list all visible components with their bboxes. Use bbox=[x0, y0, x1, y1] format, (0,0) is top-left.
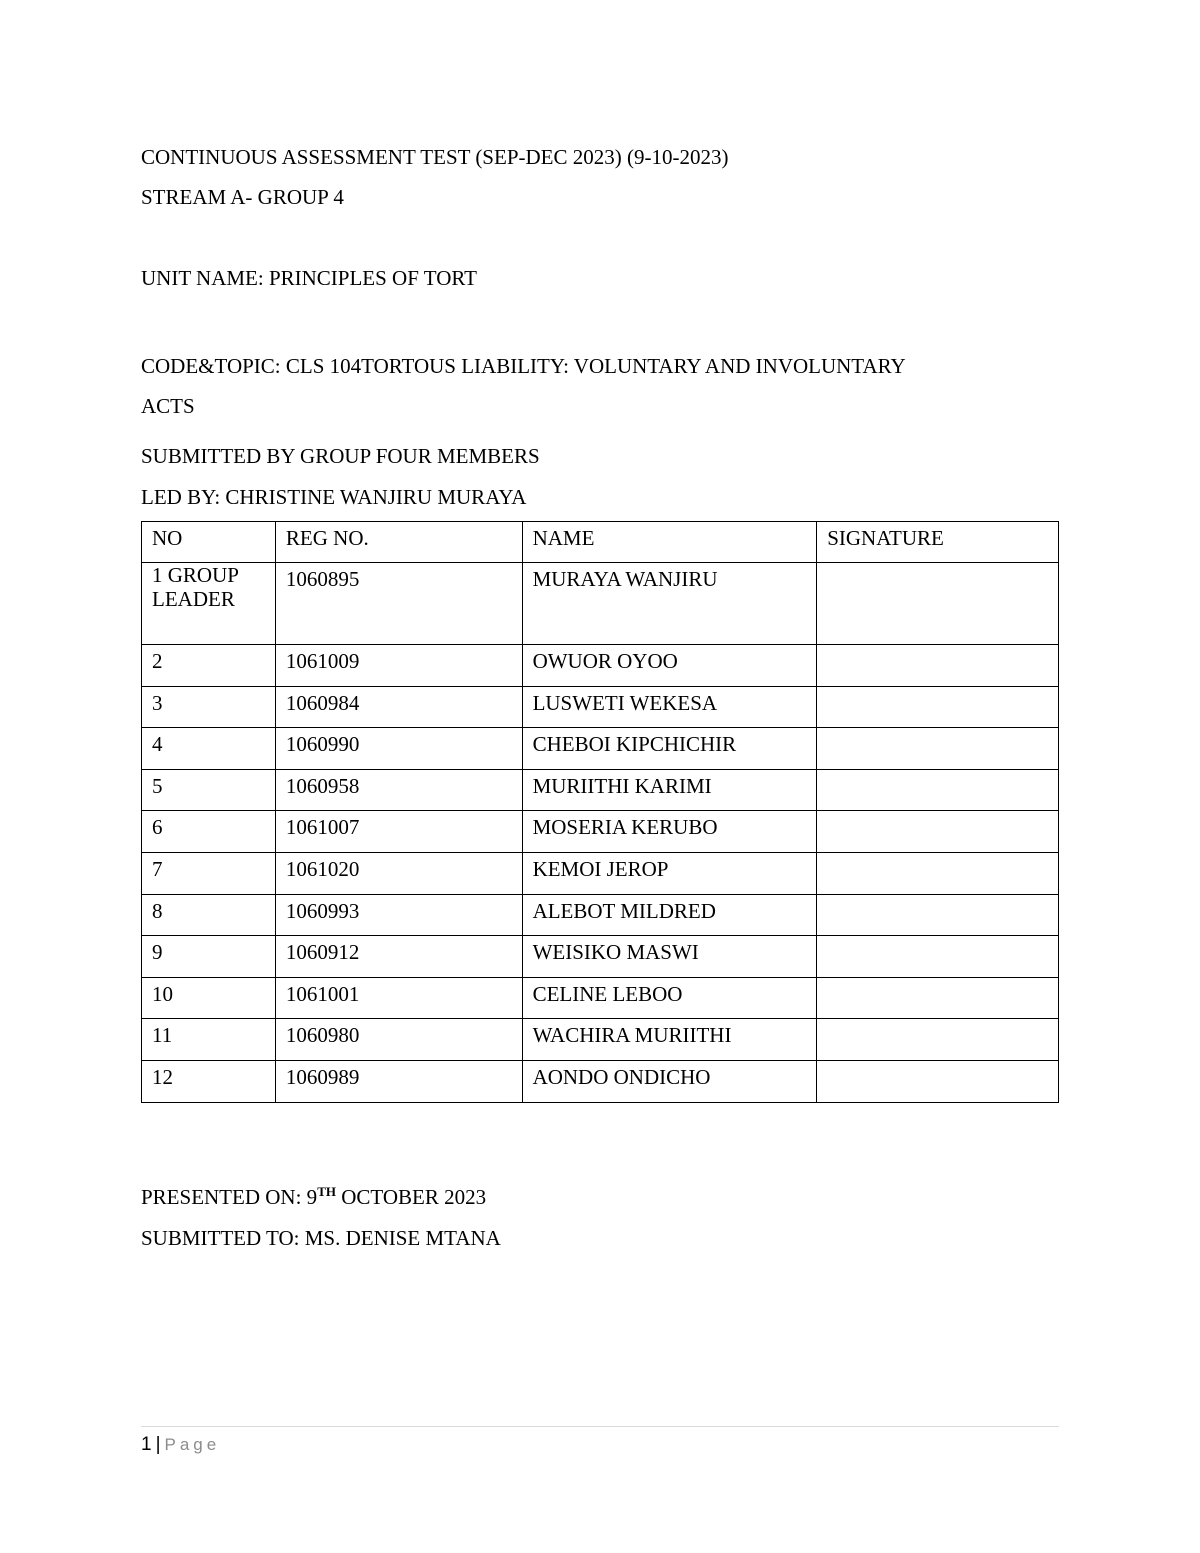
table-row bbox=[142, 1060, 1059, 1102]
members-table bbox=[141, 521, 1059, 1103]
page-number: 1 bbox=[141, 1434, 152, 1455]
row-no bbox=[142, 563, 276, 645]
row-reg: 1060912 bbox=[275, 936, 522, 978]
row-reg: 1060980 bbox=[275, 1019, 522, 1061]
page-footer bbox=[141, 1433, 220, 1457]
row-no: 3 bbox=[142, 686, 276, 728]
header-no: NO bbox=[142, 522, 276, 563]
row-reg: 1061020 bbox=[275, 852, 522, 894]
row-name: CHEBOI KIPCHICHIR bbox=[522, 728, 817, 770]
presented-on-ordinal: TH bbox=[317, 1184, 336, 1199]
presented-on bbox=[141, 1185, 486, 1209]
table-row bbox=[142, 811, 1059, 853]
row-no: 2 bbox=[142, 645, 276, 687]
table-row bbox=[142, 686, 1059, 728]
row-no: 8 bbox=[142, 894, 276, 936]
row-no: 4 bbox=[142, 728, 276, 770]
row-no: 12 bbox=[142, 1060, 276, 1102]
row-name: MOSERIA KERUBO bbox=[522, 811, 817, 853]
row-reg: 1060958 bbox=[275, 769, 522, 811]
led-by: LED BY: CHRISTINE WANJIRU MURAYA bbox=[141, 485, 527, 509]
row-reg: 1061007 bbox=[275, 811, 522, 853]
row-reg: 1060989 bbox=[275, 1060, 522, 1102]
row-signature bbox=[817, 936, 1059, 978]
table-row bbox=[142, 645, 1059, 687]
row-signature bbox=[817, 852, 1059, 894]
code-topic bbox=[141, 346, 1061, 426]
row-signature bbox=[817, 686, 1059, 728]
row-name: KEMOI JEROP bbox=[522, 852, 817, 894]
row-signature bbox=[817, 1060, 1059, 1102]
table-row bbox=[142, 1019, 1059, 1061]
row-name: AONDO ONDICHO bbox=[522, 1060, 817, 1102]
code-topic-line1: CODE&TOPIC: CLS 104TORTOUS LIABILITY: VOLUNTARY AND INVOLUNTARY bbox=[141, 354, 906, 378]
row-signature bbox=[817, 894, 1059, 936]
row-signature bbox=[817, 769, 1059, 811]
row-name: LUSWETI WEKESA bbox=[522, 686, 817, 728]
row-no: 6 bbox=[142, 811, 276, 853]
table-row bbox=[142, 769, 1059, 811]
page-label: Page bbox=[164, 1435, 221, 1454]
document-title: CONTINUOUS ASSESSMENT TEST (SEP-DEC 2023) (9-10-2023) bbox=[141, 145, 729, 169]
row-no-line2: LEADER bbox=[152, 587, 235, 611]
row-signature bbox=[817, 811, 1059, 853]
presented-on-suffix: OCTOBER 2023 bbox=[335, 1185, 487, 1209]
header-reg-no: REG NO. bbox=[275, 522, 522, 563]
row-name: ALEBOT MILDRED bbox=[522, 894, 817, 936]
row-name: CELINE LEBOO bbox=[522, 977, 817, 1019]
row-reg: 1061009 bbox=[275, 645, 522, 687]
row-no: 10 bbox=[142, 977, 276, 1019]
table-row bbox=[142, 977, 1059, 1019]
row-signature bbox=[817, 645, 1059, 687]
table-row bbox=[142, 852, 1059, 894]
table-row bbox=[142, 563, 1059, 645]
table-header-row bbox=[142, 522, 1059, 563]
row-reg: 1060993 bbox=[275, 894, 522, 936]
row-signature bbox=[817, 977, 1059, 1019]
submitted-by: SUBMITTED BY GROUP FOUR MEMBERS bbox=[141, 444, 540, 468]
row-no: 7 bbox=[142, 852, 276, 894]
header-name: NAME bbox=[522, 522, 817, 563]
table-row bbox=[142, 936, 1059, 978]
row-reg: 1061001 bbox=[275, 977, 522, 1019]
row-signature bbox=[817, 728, 1059, 770]
row-name: MURAYA WANJIRU bbox=[522, 563, 817, 645]
submitted-to: SUBMITTED TO: MS. DENISE MTANA bbox=[141, 1226, 501, 1250]
header-signature: SIGNATURE bbox=[817, 522, 1059, 563]
table-row bbox=[142, 894, 1059, 936]
row-name: OWUOR OYOO bbox=[522, 645, 817, 687]
row-no: 11 bbox=[142, 1019, 276, 1061]
row-signature bbox=[817, 1019, 1059, 1061]
unit-name: UNIT NAME: PRINCIPLES OF TORT bbox=[141, 266, 477, 290]
row-reg: 1060990 bbox=[275, 728, 522, 770]
row-no: 5 bbox=[142, 769, 276, 811]
row-no: 9 bbox=[142, 936, 276, 978]
table-row bbox=[142, 728, 1059, 770]
code-topic-line2: ACTS bbox=[141, 394, 195, 418]
row-no-line1: 1 GROUP bbox=[152, 563, 239, 587]
row-name: WEISIKO MASWI bbox=[522, 936, 817, 978]
row-name: WACHIRA MURIITHI bbox=[522, 1019, 817, 1061]
presented-on-prefix: PRESENTED ON: 9 bbox=[141, 1185, 318, 1209]
row-signature bbox=[817, 563, 1059, 645]
row-reg: 1060895 bbox=[275, 563, 522, 645]
footer-divider bbox=[141, 1426, 1059, 1427]
row-name: MURIITHI KARIMI bbox=[522, 769, 817, 811]
footer-separator: | bbox=[155, 1434, 161, 1455]
row-reg: 1060984 bbox=[275, 686, 522, 728]
stream-group: STREAM A- GROUP 4 bbox=[141, 185, 344, 209]
